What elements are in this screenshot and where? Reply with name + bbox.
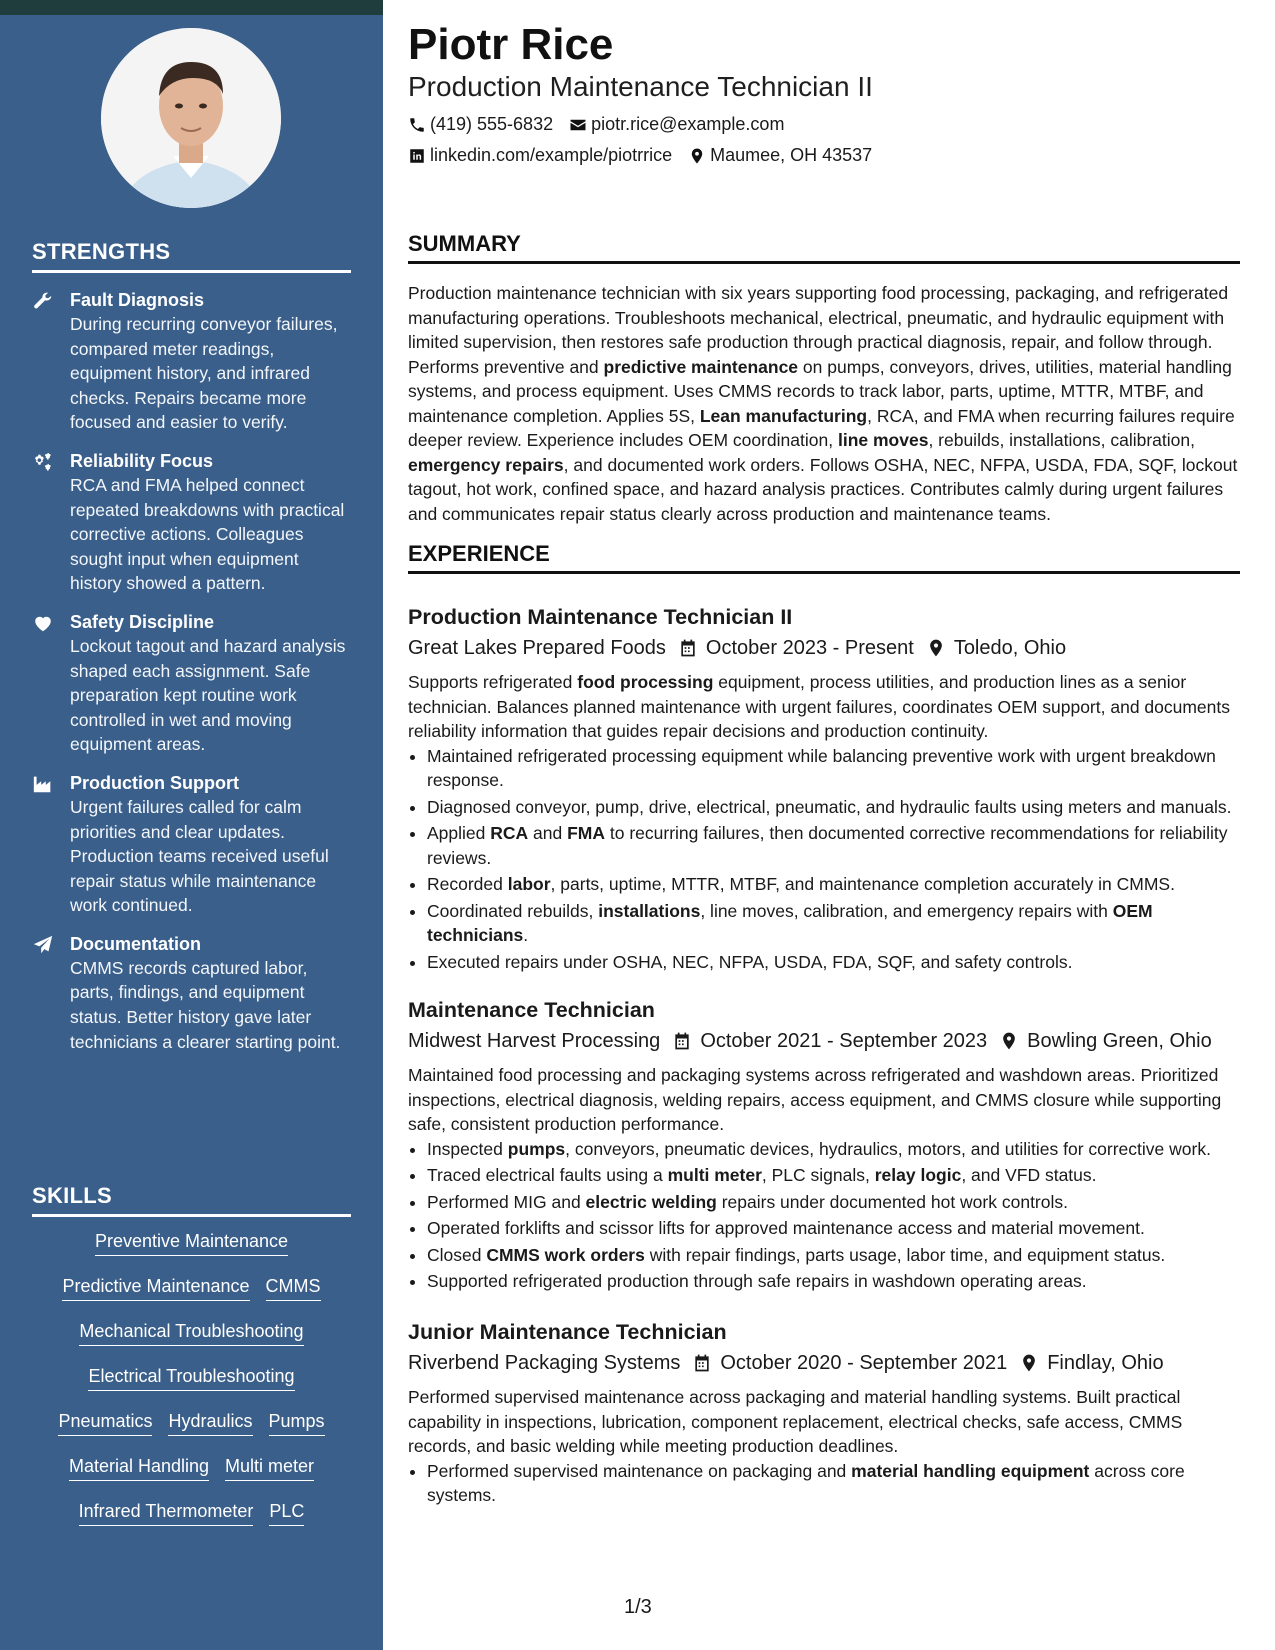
job-company: Great Lakes Prepared Foods [408, 637, 666, 659]
text-segment: Inspected [427, 1138, 508, 1159]
skills-heading: SKILLS [32, 1183, 351, 1217]
strength-desc: During recurring conveyor failures, compared meter readings, equipment history, and infrared checks. Repairs became more focused and easier to verify. [70, 314, 338, 433]
text-segment: Operated forklifts and scissor lifts for approved maintenance access and material movement. [427, 1218, 1145, 1238]
person-name: Piotr Rice [408, 20, 614, 69]
skill-tag: Predictive Maintenance [62, 1274, 249, 1301]
linkedin-text[interactable]: linkedin.com/example/piotrrice [430, 145, 673, 165]
bold-term: FMA [567, 823, 606, 843]
skills-row [32, 1318, 351, 1363]
strength-item [32, 288, 350, 435]
map-marker-icon [926, 638, 946, 658]
text-segment: , RCA, and FMA when recurring failures require deeper review. Experience includes OEM coordination, [408, 405, 1235, 450]
text-segment: and [528, 823, 568, 843]
text-segment: , conveyors, pneumatic devices, hydraulics, motors, and utilities for corrective work. [565, 1138, 1211, 1159]
strength-text [70, 449, 350, 596]
paper-plane-icon [32, 932, 70, 1054]
wrench-icon [32, 288, 70, 435]
job-meta [408, 632, 1240, 664]
location-text: Maumee, OH 43537 [710, 145, 873, 165]
job-title: Maintenance Technician [408, 998, 655, 1022]
job-description [408, 1063, 1240, 1137]
text-segment: Traced electrical faults using a [427, 1165, 668, 1185]
job-bullet [427, 795, 1240, 820]
text-segment: Performed MIG and [427, 1191, 586, 1212]
skill-tag: CMMS [266, 1274, 321, 1301]
strength-item [32, 932, 350, 1054]
job-company: Midwest Harvest Processing [408, 1030, 661, 1052]
job-dates: October 2021 - September 2023 [700, 1030, 988, 1052]
map-marker-icon [999, 1031, 1019, 1051]
job-bullet [427, 1137, 1240, 1162]
bold-term: CMMS work orders [486, 1244, 645, 1265]
text-segment: repairs under documented hot work controls. [716, 1191, 1068, 1212]
calendar-icon [672, 1031, 692, 1051]
strength-text [70, 771, 350, 918]
job-title: Production Maintenance Technician II [408, 605, 793, 629]
strength-desc: Lockout tagout and hazard analysis shaped each assignment. Safe preparation kept routine work controlled in wet and moving equipment areas. [70, 635, 346, 755]
text-segment: , parts, uptime, MTTR, MTBF, and maintenance completion accurately in CMMS. [550, 874, 1175, 894]
job-meta [408, 1025, 1240, 1057]
text-segment: Diagnosed conveyor, pump, drive, electrical, pneumatic, and hydraulic faults using meters and manuals. [427, 796, 1232, 817]
email-item[interactable] [569, 114, 784, 135]
job-bullets [408, 1137, 1240, 1294]
strength-title: Reliability Focus [70, 450, 214, 471]
job-bullet [427, 821, 1240, 870]
text-segment: Performed supervised maintenance on packaging and [427, 1460, 852, 1481]
person-role: Production Maintenance Technician II [408, 71, 873, 102]
text-segment: Executed repairs under OSHA, NEC, NFPA, USDA, FDA, SQF, and safety controls. [427, 951, 1073, 972]
bold-term: predictive maintenance [603, 356, 799, 377]
heart-icon [32, 610, 70, 757]
text-segment: Recorded [427, 874, 508, 894]
job-bullets [408, 744, 1240, 975]
strength-text [70, 288, 350, 435]
job-description [408, 670, 1240, 744]
phone-text: (419) 555-6832 [430, 114, 554, 134]
text-segment: , PLC signals, [761, 1165, 875, 1185]
strengths-heading: STRENGTHS [32, 239, 351, 273]
skill-tag: Infrared Thermometer [79, 1499, 254, 1526]
job-bullet [427, 950, 1240, 975]
text-segment: to recurring failures, then documented corrective recommendations for reliability reviews. [427, 823, 1228, 868]
job-description [408, 1385, 1240, 1459]
text-segment: , and VFD status. [961, 1165, 1097, 1185]
text-segment: Supports refrigerated [408, 672, 578, 692]
bold-term: multi meter [667, 1165, 762, 1185]
skill-tag: Electrical Troubleshooting [88, 1364, 294, 1391]
contact-line-2 [408, 145, 888, 166]
text-segment: , and documented work orders. Follows OSHA, NEC, NFPA, USDA, FDA, SQF, lockout tagout, hot work, confined space, and hazard analysis practices. Contributes calmly during urgent failures and communicates repair status clearly across production and maintenance teams. [408, 454, 1238, 524]
skill-tag: Preventive Maintenance [95, 1229, 288, 1256]
job-title: Junior Maintenance Technician [408, 1320, 727, 1344]
job-bullet [427, 1190, 1240, 1215]
profile-photo [101, 28, 281, 208]
job-bullet [427, 899, 1240, 948]
strength-text [70, 610, 350, 757]
job-entry [408, 602, 1240, 976]
calendar-icon [678, 638, 698, 658]
location-item [688, 145, 872, 166]
skills-row [32, 1228, 351, 1273]
bold-term: relay logic [874, 1165, 962, 1185]
job-bullet [427, 1459, 1240, 1508]
skill-tag: PLC [269, 1499, 304, 1526]
text-segment: Applied [427, 823, 491, 843]
job-meta [408, 1347, 1240, 1379]
bold-term: labor [507, 874, 551, 894]
strength-text [70, 932, 350, 1054]
skills-list [32, 1228, 351, 1543]
strength-title: Fault Diagnosis [70, 290, 205, 310]
job-location: Findlay, Ohio [1047, 1352, 1164, 1374]
text-segment: Supported refrigerated production through safe repairs in washdown operating areas. [427, 1271, 1087, 1291]
skill-tag: Multi meter [225, 1454, 314, 1481]
bold-term: food processing [577, 672, 714, 692]
skill-tag: Material Handling [69, 1454, 209, 1481]
gears-icon [32, 449, 70, 596]
bold-term: emergency repairs [408, 454, 564, 475]
job-location: Toledo, Ohio [953, 637, 1067, 659]
linkedin-item[interactable] [408, 145, 672, 166]
skill-tag: Pumps [269, 1409, 325, 1436]
envelope-icon [569, 116, 587, 134]
sidebar-top-band [0, 0, 383, 15]
text-segment: , rebuilds, installations, calibration, [928, 430, 1195, 450]
text-segment: , line moves, calibration, and emergency repairs with [700, 900, 1113, 921]
text-segment: Production maintenance technician with six years supporting food processing, packaging, and refrigerated manufacturing operations. Troubleshoots mechanical, electrical, pneumatic, and hydraulic equipment with limited supervision, then restores safe production through practical diagnosis, repair, and follow through. Performs preventive and [408, 283, 1229, 377]
text-segment: . [523, 925, 529, 945]
text-segment: with repair findings, parts usage, labor time, and equipment status. [644, 1244, 1166, 1265]
job-bullets [408, 1459, 1240, 1508]
bold-term: installations [598, 900, 701, 921]
job-bullet [427, 1269, 1240, 1294]
text-segment: Coordinated rebuilds, [427, 900, 599, 921]
bold-term: line moves [837, 430, 929, 450]
job-bullet [427, 1243, 1240, 1268]
skill-tag: Pneumatics [58, 1409, 152, 1436]
text-segment: equipment, process utilities, and production lines as a senior technician. Balances planned maintenance with urgent failures, coordinates OEM support, and documents reliability information that guides repair decisions and production continuity. [408, 672, 1231, 741]
skill-tag: Mechanical Troubleshooting [79, 1319, 303, 1346]
job-entry [408, 1317, 1240, 1510]
experience-heading: EXPERIENCE [408, 541, 1240, 574]
text-segment: Closed [427, 1244, 487, 1265]
strength-item [32, 771, 350, 918]
job-company: Riverbend Packaging Systems [408, 1352, 681, 1374]
bold-term: RCA [490, 823, 529, 843]
summary-text [408, 281, 1240, 526]
job-dates: October 2023 - Present [705, 637, 914, 659]
text-segment: across core systems. [427, 1460, 1185, 1505]
bold-term: material handling equipment [851, 1460, 1090, 1481]
phone-item [408, 114, 553, 135]
skills-row [32, 1408, 351, 1453]
text-segment: Maintained food processing and packaging systems across refrigerated and washdown areas. Prioritized inspections, electrical diagnosis, welding repairs, access equipment, and CMMS closure while supporting safe, consistent production performance. [408, 1065, 1222, 1134]
job-bullet [427, 872, 1240, 897]
strengths-list [32, 288, 350, 1068]
map-marker-icon [1019, 1353, 1039, 1373]
job-entry [408, 995, 1240, 1296]
sidebar [0, 0, 383, 1650]
strength-desc: CMMS records captured labor, parts, findings, and equipment status. Better history gave later technicians a clearer starting point. [70, 957, 341, 1052]
text-segment: Performed supervised maintenance across packaging and material handling systems. Built practical capability in inspections, lubrication, component replacement, electrical checks, safe access, CMMS records, and basic welding while meeting production deadlines. [408, 1387, 1183, 1456]
bold-term: pumps [507, 1138, 566, 1159]
skills-row [32, 1273, 351, 1318]
bold-term: Lean manufacturing [699, 405, 868, 426]
strength-title: Safety Discipline [70, 611, 215, 632]
skills-row [32, 1363, 351, 1408]
strength-item [32, 610, 350, 757]
industry-icon [32, 771, 70, 918]
strength-title: Production Support [70, 772, 239, 793]
skills-row [32, 1453, 351, 1498]
text-segment: Maintained refrigerated processing equipment while balancing preventive work with urgent breakdown response. [427, 745, 1216, 790]
skills-row [32, 1498, 351, 1543]
strength-title: Documentation [70, 933, 202, 954]
job-location: Bowling Green, Ohio [1027, 1030, 1212, 1052]
strength-desc: Urgent failures called for calm priorities and clear updates. Production teams received useful repair status while maintenance work continued. [70, 796, 329, 916]
job-dates: October 2020 - September 2021 [720, 1352, 1008, 1374]
map-marker-icon [688, 147, 706, 165]
skill-tag: Hydraulics [168, 1409, 252, 1436]
calendar-icon [692, 1353, 712, 1373]
bold-term: OEM technicians [427, 900, 1153, 945]
contact-line-1 [408, 114, 800, 135]
summary-heading: SUMMARY [408, 231, 1240, 264]
job-bullet [427, 744, 1240, 793]
text-segment: on pumps, conveyors, drives, utilities, material handling systems, and process equipment. Uses CMMS records to track labor, parts, uptime, MTTR, MTBF, and maintenance completion. Applies 5S, [408, 356, 1232, 426]
page-number: 1/3 [624, 1596, 652, 1618]
phone-icon [408, 116, 426, 134]
job-bullet [427, 1216, 1240, 1241]
bold-term: electric welding [585, 1191, 717, 1212]
email-text[interactable]: piotr.rice@example.com [591, 114, 785, 134]
linkedin-icon [408, 147, 426, 165]
job-bullet [427, 1163, 1240, 1188]
strength-item [32, 449, 350, 596]
strength-desc: RCA and FMA helped connect repeated breakdowns with practical corrective actions. Colleagues sought input when equipment history showed a pattern. [70, 474, 345, 594]
